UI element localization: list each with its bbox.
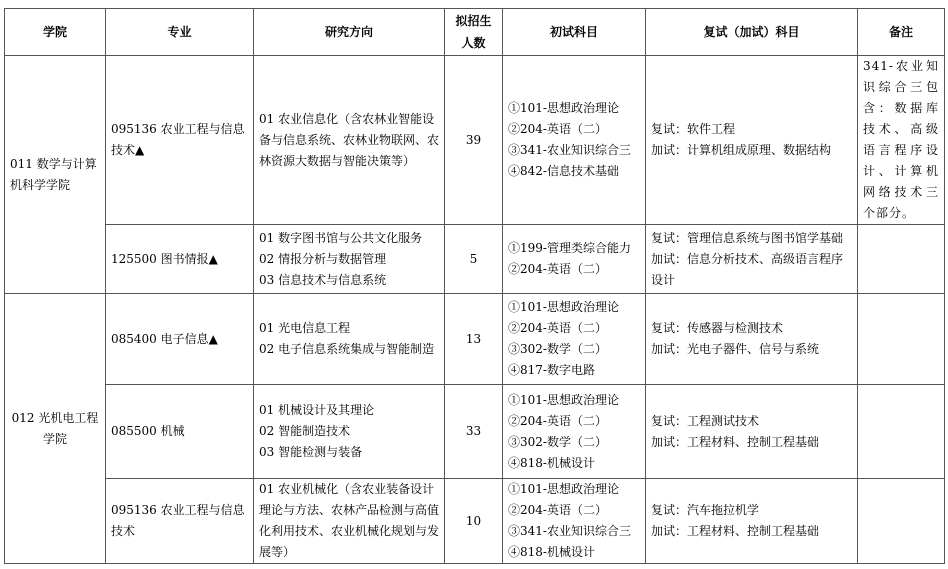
table-row — [5, 294, 945, 385]
major-cell — [106, 479, 254, 564]
retest-item: 复试：传感器与检测技术 — [651, 321, 784, 335]
direction-item: 02 电子信息系统集成与智能制造 — [259, 342, 435, 356]
exam-item: ①101-思想政治理论 — [508, 300, 619, 314]
exam-item: ②204-英语（二） — [508, 321, 607, 335]
exam-item: ①101-思想政治理论 — [508, 392, 619, 407]
direction-cell — [254, 294, 445, 385]
header-quota: 拟招生人数 — [445, 9, 503, 56]
exam-cell — [503, 225, 646, 294]
table-row — [5, 225, 945, 294]
quota-cell — [445, 479, 503, 564]
header-direction: 研究方向 — [254, 9, 445, 56]
retest-item: 加试：光电子器件、信号与系统 — [651, 342, 820, 356]
quota-cell — [445, 225, 503, 294]
retest-item: 加试：信息分析技术、高级语言程序设计 — [651, 251, 844, 287]
retest-item: 加试：计算机组成原理、数据结构 — [651, 143, 832, 157]
direction-cell — [254, 225, 445, 294]
exam-cell — [503, 385, 646, 479]
retest-cell — [646, 294, 858, 385]
retest-cell — [646, 385, 858, 479]
exam-item: ③341-农业知识综合三 — [508, 524, 631, 538]
exam-item: ②204-英语（二） — [508, 262, 607, 276]
exam-item: ③341-农业知识综合三 — [508, 143, 631, 157]
exam-item: ①101-思想政治理论 — [508, 101, 619, 115]
exam-item: ③302-数学（二） — [508, 434, 607, 449]
major-name: 085500 机械 — [111, 424, 185, 438]
exam-item: ④818-机械设计 — [508, 545, 595, 559]
header-retest: 复试（加试）科目 — [646, 9, 858, 56]
header-major: 专业 — [106, 9, 254, 56]
quota-value: 33 — [465, 424, 482, 438]
direction-item: 02 情报分析与数据管理 — [259, 251, 387, 266]
direction-cell — [254, 385, 445, 479]
header-college: 学院 — [5, 9, 106, 56]
note-cell — [858, 294, 945, 385]
direction-item: 03 信息技术与信息系统 — [259, 272, 387, 287]
direction-cell — [254, 479, 445, 564]
exam-item: ①101-思想政治理论 — [508, 482, 619, 496]
exam-item: ②204-英语（二） — [508, 122, 607, 136]
note-cell — [858, 56, 945, 225]
note-cell — [858, 479, 945, 564]
college-name: 011 数学与计算机科学学院 — [10, 156, 97, 192]
header-exam: 初试科目 — [503, 9, 646, 56]
college-cell — [5, 294, 106, 564]
note-cell — [858, 225, 945, 294]
table-row — [5, 479, 945, 564]
college-cell — [5, 56, 106, 294]
retest-cell — [646, 225, 858, 294]
retest-item: 复试：汽车拖拉机学 — [651, 503, 760, 517]
exam-item: ④842-信息技术基础 — [508, 164, 619, 178]
exam-cell — [503, 479, 646, 564]
exam-item: ③302-数学（二） — [508, 342, 607, 356]
major-name: 085400 电子信息▲ — [111, 331, 218, 346]
quota-cell — [445, 294, 503, 385]
major-name: 095136 农业工程与信息技术▲ — [111, 122, 245, 157]
exam-cell — [503, 294, 646, 385]
table-row — [5, 385, 945, 479]
exam-cell — [503, 56, 646, 225]
major-cell — [106, 294, 254, 385]
quota-value: 10 — [465, 513, 482, 528]
direction-item: 01 机械设计及其理论 — [259, 403, 375, 417]
major-name: 095136 农业工程与信息技术 — [111, 503, 245, 538]
admissions-table — [4, 8, 945, 564]
exam-item: ②204-英语（二） — [508, 503, 607, 517]
direction-item: 01 农业信息化（含农林业智能设备与信息系统、农林业物联网、农林资源大数据与智能决策等） — [259, 111, 440, 168]
header-note: 备注 — [858, 9, 945, 56]
quota-value: 13 — [465, 331, 482, 346]
retest-cell — [646, 56, 858, 225]
quota-cell — [445, 385, 503, 479]
major-cell — [106, 225, 254, 294]
retest-item: 加试：工程材料、控制工程基础 — [651, 524, 820, 538]
direction-item: 03 智能检测与装备 — [259, 445, 363, 459]
direction-item: 01 光电信息工程 — [259, 321, 351, 335]
quota-cell — [445, 56, 503, 225]
direction-item: 01 农业机械化（含农业装备设计理论与方法、农林产品检测与高值化利用技术、农业机械化规划与发展等） — [259, 482, 440, 559]
direction-item: 01 数字图书馆与公共文化服务 — [259, 230, 423, 245]
college-name: 012 光机电工程学院 — [11, 410, 99, 446]
exam-item: ②204-英语（二） — [508, 413, 607, 428]
retest-item: 复试：管理信息系统与图书馆学基础 — [651, 230, 844, 245]
quota-value: 39 — [465, 132, 482, 147]
header-row — [5, 9, 945, 56]
direction-cell — [254, 56, 445, 225]
retest-item: 加试：工程材料、控制工程基础 — [651, 434, 820, 449]
exam-item: ④817-数字电路 — [508, 363, 595, 377]
exam-item: ①199-管理类综合能力 — [508, 241, 631, 255]
table-row — [5, 56, 945, 225]
retest-cell — [646, 479, 858, 564]
retest-item: 复试：工程测试技术 — [651, 413, 760, 428]
major-cell — [106, 56, 254, 225]
retest-item: 复试：软件工程 — [651, 122, 736, 136]
major-cell — [106, 385, 254, 479]
major-name: 125500 图书情报▲ — [111, 251, 218, 266]
exam-item: ④818-机械设计 — [508, 455, 595, 470]
quota-value: 5 — [469, 251, 478, 266]
note-text: 341-农业知识综合三包含：数据库技术、高级语言程序设计、计算机网络技术三个部分。 — [863, 59, 939, 220]
direction-item: 02 智能制造技术 — [259, 424, 351, 438]
note-cell — [858, 385, 945, 479]
